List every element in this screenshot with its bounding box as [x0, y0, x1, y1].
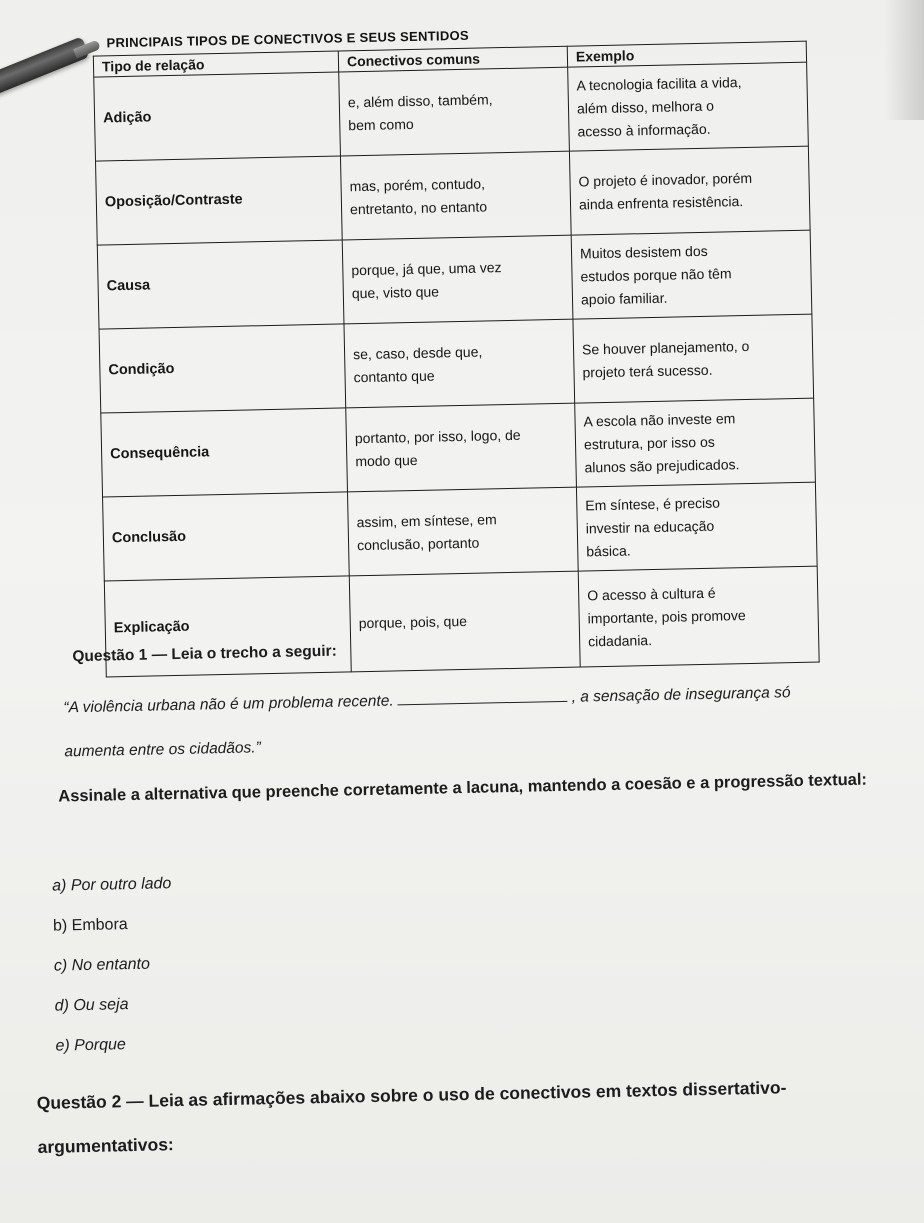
connectives-line: entretanto, no entanto — [349, 197, 488, 217]
example-line: O projeto é inovador, porém — [578, 169, 753, 189]
option-b: b) Embora — [52, 916, 128, 935]
answer-blank — [397, 687, 567, 706]
question-1-prompt: Assinale a alternativa que preenche corretamente a lacuna, mantendo a coesão e a progressão textual: — [58, 770, 868, 806]
table-title: PRINCIPAIS TIPOS DE CONECTIVOS E SEUS SENTIDOS — [106, 27, 470, 51]
example-cell — [575, 398, 816, 487]
example-cell — [576, 482, 817, 571]
example-cell — [578, 566, 819, 667]
option-c: c) No entanto — [53, 955, 151, 975]
connectives-line: conclusão, portanto — [356, 534, 480, 553]
example-line: alunos são prejudicados. — [584, 456, 740, 476]
connectives-cell — [340, 151, 571, 240]
example-line: cidadania. — [588, 632, 653, 650]
example-line: Em síntese, é preciso — [585, 494, 721, 514]
example-line: apoio familiar. — [580, 289, 668, 308]
relation-cell: Causa — [97, 240, 344, 329]
connectives-line: assim, em síntese, em — [356, 510, 497, 530]
connectives-line: que, visto que — [351, 282, 440, 301]
example-cell — [573, 314, 814, 403]
header-example: Exemplo — [567, 41, 806, 67]
connectives-line: contanto que — [353, 367, 435, 385]
relation-cell: Consequência — [101, 408, 348, 497]
example-line: O acesso à cultura é — [587, 584, 716, 604]
example-line: investir na educação — [585, 517, 715, 537]
table-row — [97, 230, 812, 329]
table-row — [99, 314, 814, 413]
example-cell — [571, 230, 812, 319]
relation-cell: Oposição/Contraste — [96, 156, 343, 245]
table-row — [101, 398, 816, 497]
relation-cell: Condição — [99, 324, 346, 413]
example-line: projeto terá sucesso. — [582, 361, 713, 380]
question-1-options — [52, 864, 175, 1066]
table-row — [103, 482, 818, 581]
table-row — [96, 146, 811, 245]
example-line: ainda enfrenta resistência. — [578, 192, 744, 212]
connectives-line: modo que — [355, 451, 418, 469]
connectives-line: bem como — [348, 115, 414, 133]
connectives-line: se, caso, desde que, — [352, 343, 483, 362]
example-line: A escola não investe em — [583, 410, 736, 430]
connectives-table — [93, 41, 820, 678]
example-line: além disso, melhora o — [576, 97, 715, 117]
header-relation: Tipo de relação — [93, 51, 338, 77]
example-line: A tecnologia facilita a vida, — [576, 74, 742, 94]
connectives-cell — [344, 319, 575, 408]
example-line: estudos porque não têm — [580, 265, 732, 285]
question-1-quote — [63, 670, 845, 774]
question-2-text: Questão 2 — Leia as afirmações abaixo sobre o uso de conectivos em textos dissertativo-argumentativos: — [36, 1077, 787, 1158]
option-e: e) Porque — [55, 1036, 126, 1055]
connectives-cell — [349, 571, 580, 672]
option-d: d) Ou seja — [54, 996, 129, 1015]
connectives-line: porque, pois, que — [358, 612, 468, 632]
relation-cell: Adição — [94, 72, 341, 161]
example-line: importante, pois promove — [587, 607, 746, 627]
example-line: Se houver planejamento, o — [581, 337, 750, 357]
example-line: Muitos desistem dos — [579, 242, 708, 262]
example-line: acesso à informação. — [577, 120, 711, 140]
relation-cell: Explicação — [104, 576, 351, 677]
question-1-title: Questão 1 — Leia o trecho a seguir: — [72, 642, 337, 666]
connectives-cell — [339, 67, 570, 156]
connectives-line: e, além disso, também, — [347, 90, 493, 110]
connectives-line: porque, já que, uma vez — [351, 258, 502, 278]
header-connectives: Conectivos comuns — [338, 46, 567, 72]
connectives-cell — [347, 487, 578, 576]
connectives-line: portanto, por isso, logo, de — [354, 426, 521, 446]
connectives-cell — [342, 235, 573, 324]
quote-end: , a sensação de insegurança só aumenta entre os cidadãos.” — [64, 684, 791, 761]
connectives-cell — [346, 403, 577, 492]
table-row — [94, 62, 809, 161]
relation-cell: Conclusão — [103, 492, 350, 581]
quote-start: “A violência urbana não é um problema recente. — [63, 692, 394, 717]
connectives-line: mas, porém, contudo, — [349, 174, 486, 194]
option-a: a) Por outro lado — [52, 875, 172, 895]
example-cell — [569, 146, 810, 235]
example-cell — [568, 62, 809, 151]
example-line: estrutura, por isso os — [583, 433, 715, 453]
example-line: básica. — [586, 542, 631, 560]
